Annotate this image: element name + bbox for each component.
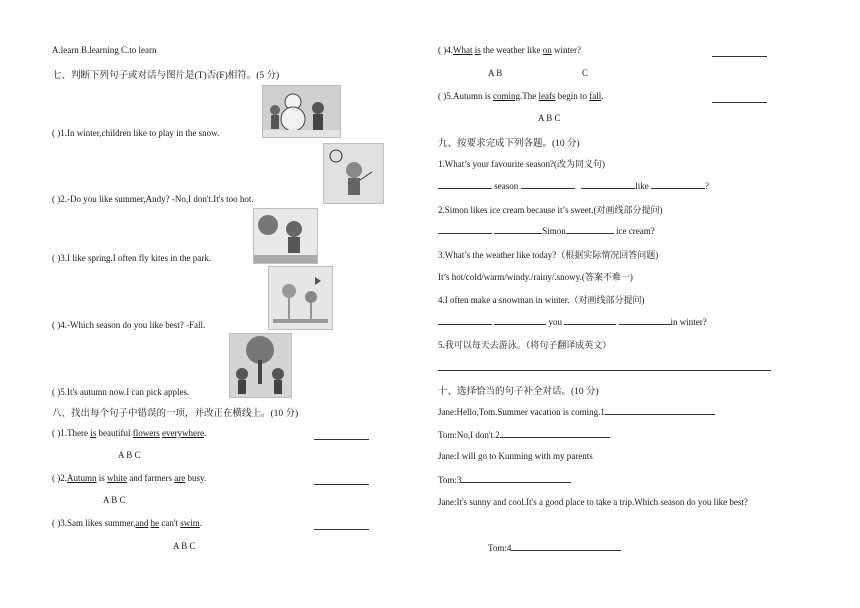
- section-10-heading: 十、选择恰当的句子补全对话。(10 分): [438, 387, 599, 397]
- sec8-q1-answer-line[interactable]: [314, 431, 369, 440]
- dialog-blank-3[interactable]: [461, 474, 571, 483]
- dialog-line-1: Jane:Hello,Tom.Summer vacation is coming.1: [438, 406, 715, 417]
- sec7-item-3: ( )3.I like spring.I often fly kites in the park.: [52, 253, 211, 263]
- apple-tree-picture: [229, 333, 292, 398]
- sec9-answer-3: It’s hot/cold/warm/windy./rainy/.snowy.(答案不难一): [438, 272, 633, 282]
- sec9-question-2: 2.Simon likes ice cream because it’s sweet.(对画线部分提问): [438, 205, 663, 215]
- sec9-answer-4: you in winter?: [438, 316, 707, 327]
- dialog-line-5: Jane:It's sunny and cool.It's a good place to take a trip.Which season do you like best?: [438, 497, 748, 507]
- sec9-question-1: 1.What’s your favourite season?(改为同义句): [438, 159, 605, 169]
- answer-blank[interactable]: [651, 180, 705, 189]
- answer-blank[interactable]: [438, 316, 492, 325]
- answer-blank[interactable]: [566, 225, 614, 234]
- sec8-q4-letter-c: C: [582, 68, 589, 78]
- sec7-item-4: ( )4.-Which season do you like best? -Fall.: [52, 320, 206, 330]
- sec7-item-2: ( )2.-Do you like summer,Andy? -No,I don't.It's too hot.: [52, 194, 254, 204]
- sec8-question-1: ( )1.There is beautiful flowers everywhere.: [52, 428, 207, 438]
- answer-blank[interactable]: [438, 180, 492, 189]
- dialog-line-2: Tom:No,I don't.2: [438, 429, 610, 440]
- sec7-item-1: ( )1.In winter,children like to play in the snow.: [52, 128, 220, 138]
- sec7-item-5: ( )5.It's autumn now.I can pick apples.: [52, 387, 190, 397]
- answer-blank[interactable]: [438, 225, 492, 234]
- sec8-q2-letters: A B C: [103, 495, 126, 505]
- section-8-heading: 八、找出每个句子中错误的一项，并改正在横线上。(10 分): [52, 409, 299, 419]
- sec9-answer-2: Simon ice cream?: [438, 225, 655, 236]
- answer-blank[interactable]: [494, 316, 546, 325]
- dialog-line-6: Tom:4: [488, 542, 621, 553]
- answer-blank[interactable]: [521, 180, 575, 189]
- sec8-question-4: ( )4.What is the weather like on winter?: [438, 45, 581, 55]
- sec9-question-4: 4.I often make a snowman in winter.（对画线部分提问): [438, 295, 645, 305]
- sec9-answer-1: season like ?: [438, 180, 709, 191]
- sec8-q4-letters-ab: A B: [488, 68, 503, 78]
- sec8-q1-letters: A B C: [118, 450, 141, 460]
- options-line: A.learn B.learning C.to learn: [52, 45, 157, 55]
- sec8-q5-answer-line[interactable]: [712, 94, 767, 103]
- sec8-question-3: ( )3.Sam likes summer,and he can't swim.: [52, 518, 203, 528]
- dialog-line-4: Tom:3: [438, 474, 571, 485]
- section-7-heading: 七、判断下列句子或对话与图片是(T)否(F)相符。(5 分): [52, 71, 280, 81]
- answer-blank[interactable]: [581, 180, 635, 189]
- sec8-question-2: ( )2.Autumn is white and farmers are busy.: [52, 473, 207, 483]
- flowers-picture: [268, 266, 333, 330]
- sec9-question-5: 5.我可以每天去游泳。（将句子翻译成英文）: [438, 340, 612, 350]
- answer-blank[interactable]: [564, 316, 616, 325]
- answer-blank[interactable]: [619, 316, 671, 325]
- dialog-blank-2[interactable]: [500, 429, 610, 438]
- section-9-heading: 九、按要求完成下列各题。(10 分): [438, 139, 580, 149]
- sec9-q5-answer-line[interactable]: [438, 370, 771, 371]
- sun-hot-boy-picture: [323, 143, 384, 204]
- sec8-q3-letters: A B C: [173, 541, 196, 551]
- answer-blank[interactable]: [494, 225, 542, 234]
- snowmen-picture: [262, 85, 341, 138]
- sec8-q3-answer-line[interactable]: [314, 521, 369, 530]
- dialog-blank-1[interactable]: [605, 406, 715, 415]
- sec8-q2-answer-line[interactable]: [314, 476, 369, 485]
- dialog-line-3: Jane:I will go to Kunming with my parents: [438, 451, 593, 461]
- sec8-question-5: ( )5.Autumn is coming.The leafs begin to fall.: [438, 91, 604, 101]
- sec9-question-3: 3.What’s the weather like today?（根据实际情况回答问题): [438, 250, 659, 260]
- sec8-q4-answer-line[interactable]: [712, 48, 767, 57]
- sec8-q5-letters: A B C: [538, 113, 561, 123]
- kite-boy-picture: [253, 208, 318, 264]
- dialog-blank-4[interactable]: [511, 542, 621, 551]
